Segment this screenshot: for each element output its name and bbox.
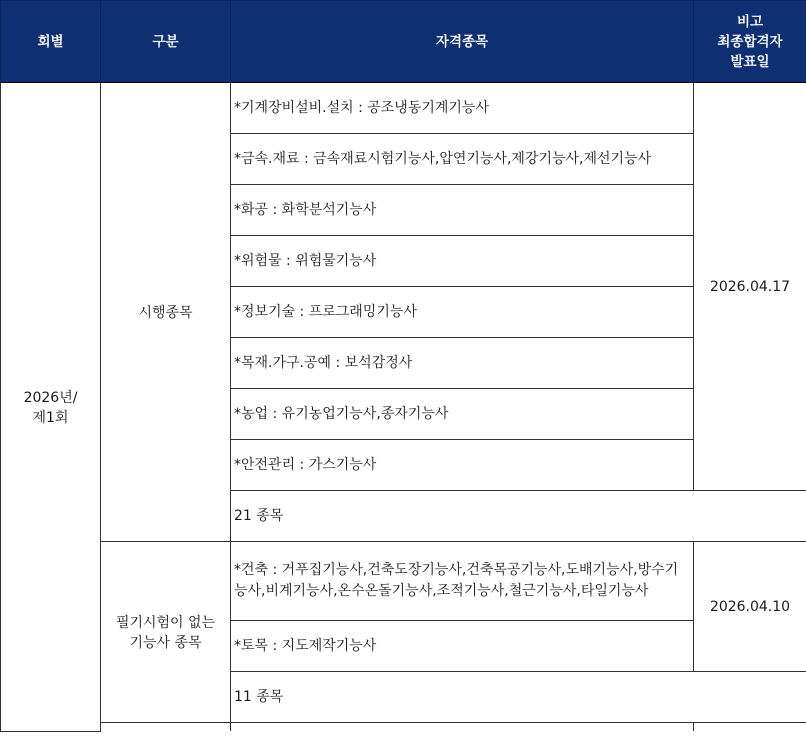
qualification-item: *토목 : 지도제작기능사	[231, 621, 694, 672]
empty-cell	[694, 723, 806, 732]
result-date: 2026.04.10	[694, 542, 806, 672]
header-items: 자격종목	[231, 1, 694, 83]
table-row	[1, 723, 806, 732]
qualification-item: *기계장비설비.설치 : 공조냉동기계기능사	[231, 83, 694, 134]
qualification-item: *금속.재료 : 금속재료시험기능사,압연기능사,제강기능사,제선기능사	[231, 134, 694, 185]
table-row	[1, 542, 806, 621]
table-row	[1, 83, 806, 134]
qualification-item: *화공 : 화학분석기능사	[231, 185, 694, 236]
qualification-item: *정보기술 : 프로그래밍기능사	[231, 287, 694, 338]
qualification-item: *농업 : 유기농업기능사,종자기능사	[231, 389, 694, 440]
empty-cell	[101, 723, 231, 732]
total-count: 21 종목	[231, 491, 806, 542]
result-date: 2026.04.17	[694, 83, 806, 491]
header-round: 회별	[1, 1, 101, 83]
header-row	[1, 1, 806, 83]
qualification-item: *위험물 : 위험물기능사	[231, 236, 694, 287]
qualification-item: *건축 : 거푸집기능사,건축도장기능사,건축목공기능사,도배기능사,방수기능사,비계기능사,온수온돌기능사,조적기능사,철근기능사,타일기능사	[231, 542, 694, 621]
header-note-line2: 최종합격자	[717, 33, 783, 50]
qualification-item: *안전관리 : 가스기능사	[231, 440, 694, 491]
header-note-line3: 발표일	[730, 53, 770, 70]
header-note-line1: 비고	[736, 13, 764, 30]
total-count: 11 종목	[231, 672, 806, 723]
qualification-item: *목재.가구.공예 : 보석감정사	[231, 338, 694, 389]
round-line1: 2026년/	[23, 389, 78, 406]
header-category: 구분	[101, 1, 231, 83]
empty-cell	[231, 723, 694, 732]
header-note	[694, 1, 806, 83]
round-cell	[1, 83, 101, 732]
category-cell	[101, 542, 231, 723]
category-line2: 기능사 종목	[129, 635, 202, 651]
category-cell: 시행종목	[101, 83, 231, 542]
round-line2: 제1회	[32, 409, 69, 426]
category-line1: 필기시험이 없는	[115, 615, 216, 631]
